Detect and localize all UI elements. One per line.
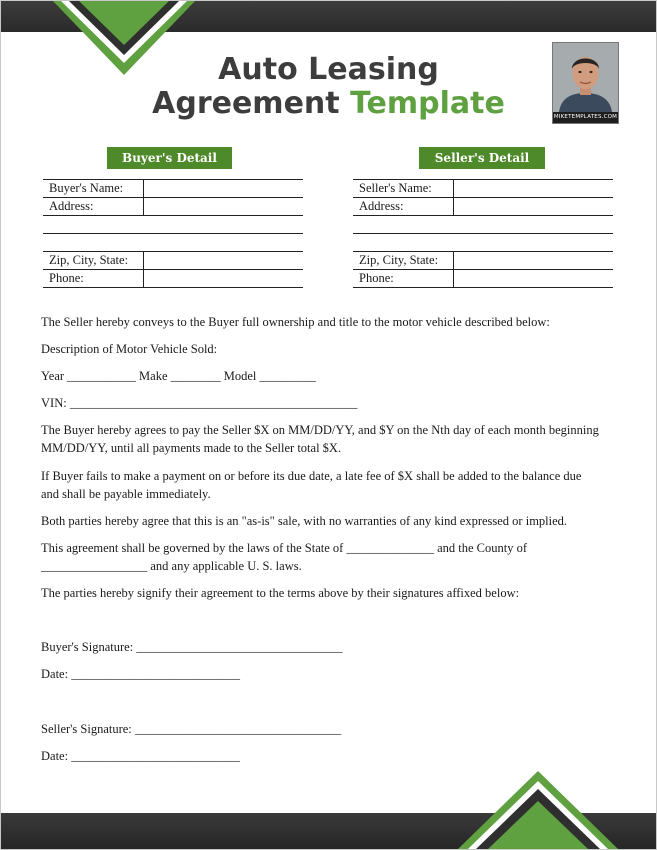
document-title xyxy=(151,53,506,121)
buyer-phone-label: Phone: xyxy=(43,270,144,288)
title-line-1: Auto Leasing xyxy=(218,52,439,87)
buyer-zip-label: Zip, City, State: xyxy=(43,252,144,270)
vehicle-description-heading: Description of Motor Vehicle Sold: xyxy=(41,342,218,356)
seller-zip-field[interactable] xyxy=(454,252,614,270)
as-is-paragraph: Both parties hereby agree that this is an "as-is" sale, with no warranties of any kind expressed or implied. xyxy=(41,514,568,528)
buyer-zip-row xyxy=(43,252,303,270)
buyer-name-field[interactable] xyxy=(144,180,304,198)
buyer-detail-table xyxy=(43,179,303,288)
seller-zip-row xyxy=(353,252,613,270)
seller-zip-label: Zip, City, State: xyxy=(353,252,454,270)
seller-name-row xyxy=(353,180,613,198)
year-make-model-line[interactable]: Year ___________ Make ________ Model _________ xyxy=(41,369,316,383)
seller-spacer-row xyxy=(353,234,613,252)
seller-address-line-2 xyxy=(353,216,613,234)
buyer-detail-header: Buyer's Detail xyxy=(107,147,232,169)
seller-phone-row xyxy=(353,270,613,288)
buyer-spacer xyxy=(43,234,303,252)
buyer-address-row xyxy=(43,198,303,216)
seller-name-label: Seller's Name: xyxy=(353,180,454,198)
buyer-zip-field[interactable] xyxy=(144,252,304,270)
seller-address-row xyxy=(353,198,613,216)
seller-name-field[interactable] xyxy=(454,180,614,198)
portrait-image xyxy=(553,43,618,112)
governing-law-paragraph: This agreement shall be governed by the laws of the State of ______________ and the County of _________________ and any applicable U. S. laws. xyxy=(41,541,528,573)
buyer-address-label: Address: xyxy=(43,198,144,216)
signature-intro-paragraph: The parties hereby signify their agreement to the terms above by their signatures affixed below: xyxy=(41,586,520,600)
title-word-agreement: Agreement xyxy=(152,86,340,121)
conveyance-paragraph: The Seller hereby conveys to the Buyer full ownership and title to the motor vehicle described below: xyxy=(41,315,550,329)
bottom-chevron-decoration xyxy=(458,771,618,849)
vin-line[interactable]: VIN: ______________________________________________ xyxy=(41,396,358,410)
buyer-phone-field[interactable] xyxy=(144,270,304,288)
buyer-name-row xyxy=(43,180,303,198)
buyer-signature-line[interactable]: Buyer's Signature: _________________________________ xyxy=(41,640,343,654)
seller-signature-line[interactable]: Seller's Signature: _________________________________ xyxy=(41,722,342,736)
title-line-2 xyxy=(151,87,506,121)
buyer-address-field-2[interactable] xyxy=(43,216,303,234)
seller-detail-table xyxy=(353,179,613,288)
late-fee-paragraph: If Buyer fails to make a payment on or before its due date, a late fee of $X shall be added to the balance due and shall be payable immediately. xyxy=(41,469,582,501)
buyer-name-label: Buyer's Name: xyxy=(43,180,144,198)
seller-phone-label: Phone: xyxy=(353,270,454,288)
seller-phone-field[interactable] xyxy=(454,270,614,288)
seller-detail-header: Seller's Detail xyxy=(419,147,545,169)
seller-address-field[interactable] xyxy=(454,198,614,216)
buyer-address-field[interactable] xyxy=(144,198,304,216)
buyer-phone-row xyxy=(43,270,303,288)
seller-date-line[interactable]: Date: ___________________________ xyxy=(41,749,240,763)
buyer-date-line[interactable]: Date: ___________________________ xyxy=(41,667,240,681)
author-photo xyxy=(552,42,619,124)
seller-address-label: Address: xyxy=(353,198,454,216)
photo-caption: MIKETEMPLATES.COM xyxy=(553,112,618,123)
seller-spacer xyxy=(353,234,613,252)
buyer-spacer-row xyxy=(43,234,303,252)
payment-terms-paragraph: The Buyer hereby agrees to pay the Seller $X on MM/DD/YY, and $Y on the Nth day of each month beginning MM/DD/YY, until all payments made to the Seller total $X. xyxy=(41,423,599,455)
seller-address-field-2[interactable] xyxy=(353,216,613,234)
title-word-template: Template xyxy=(350,86,505,121)
buyer-address-line-2 xyxy=(43,216,303,234)
